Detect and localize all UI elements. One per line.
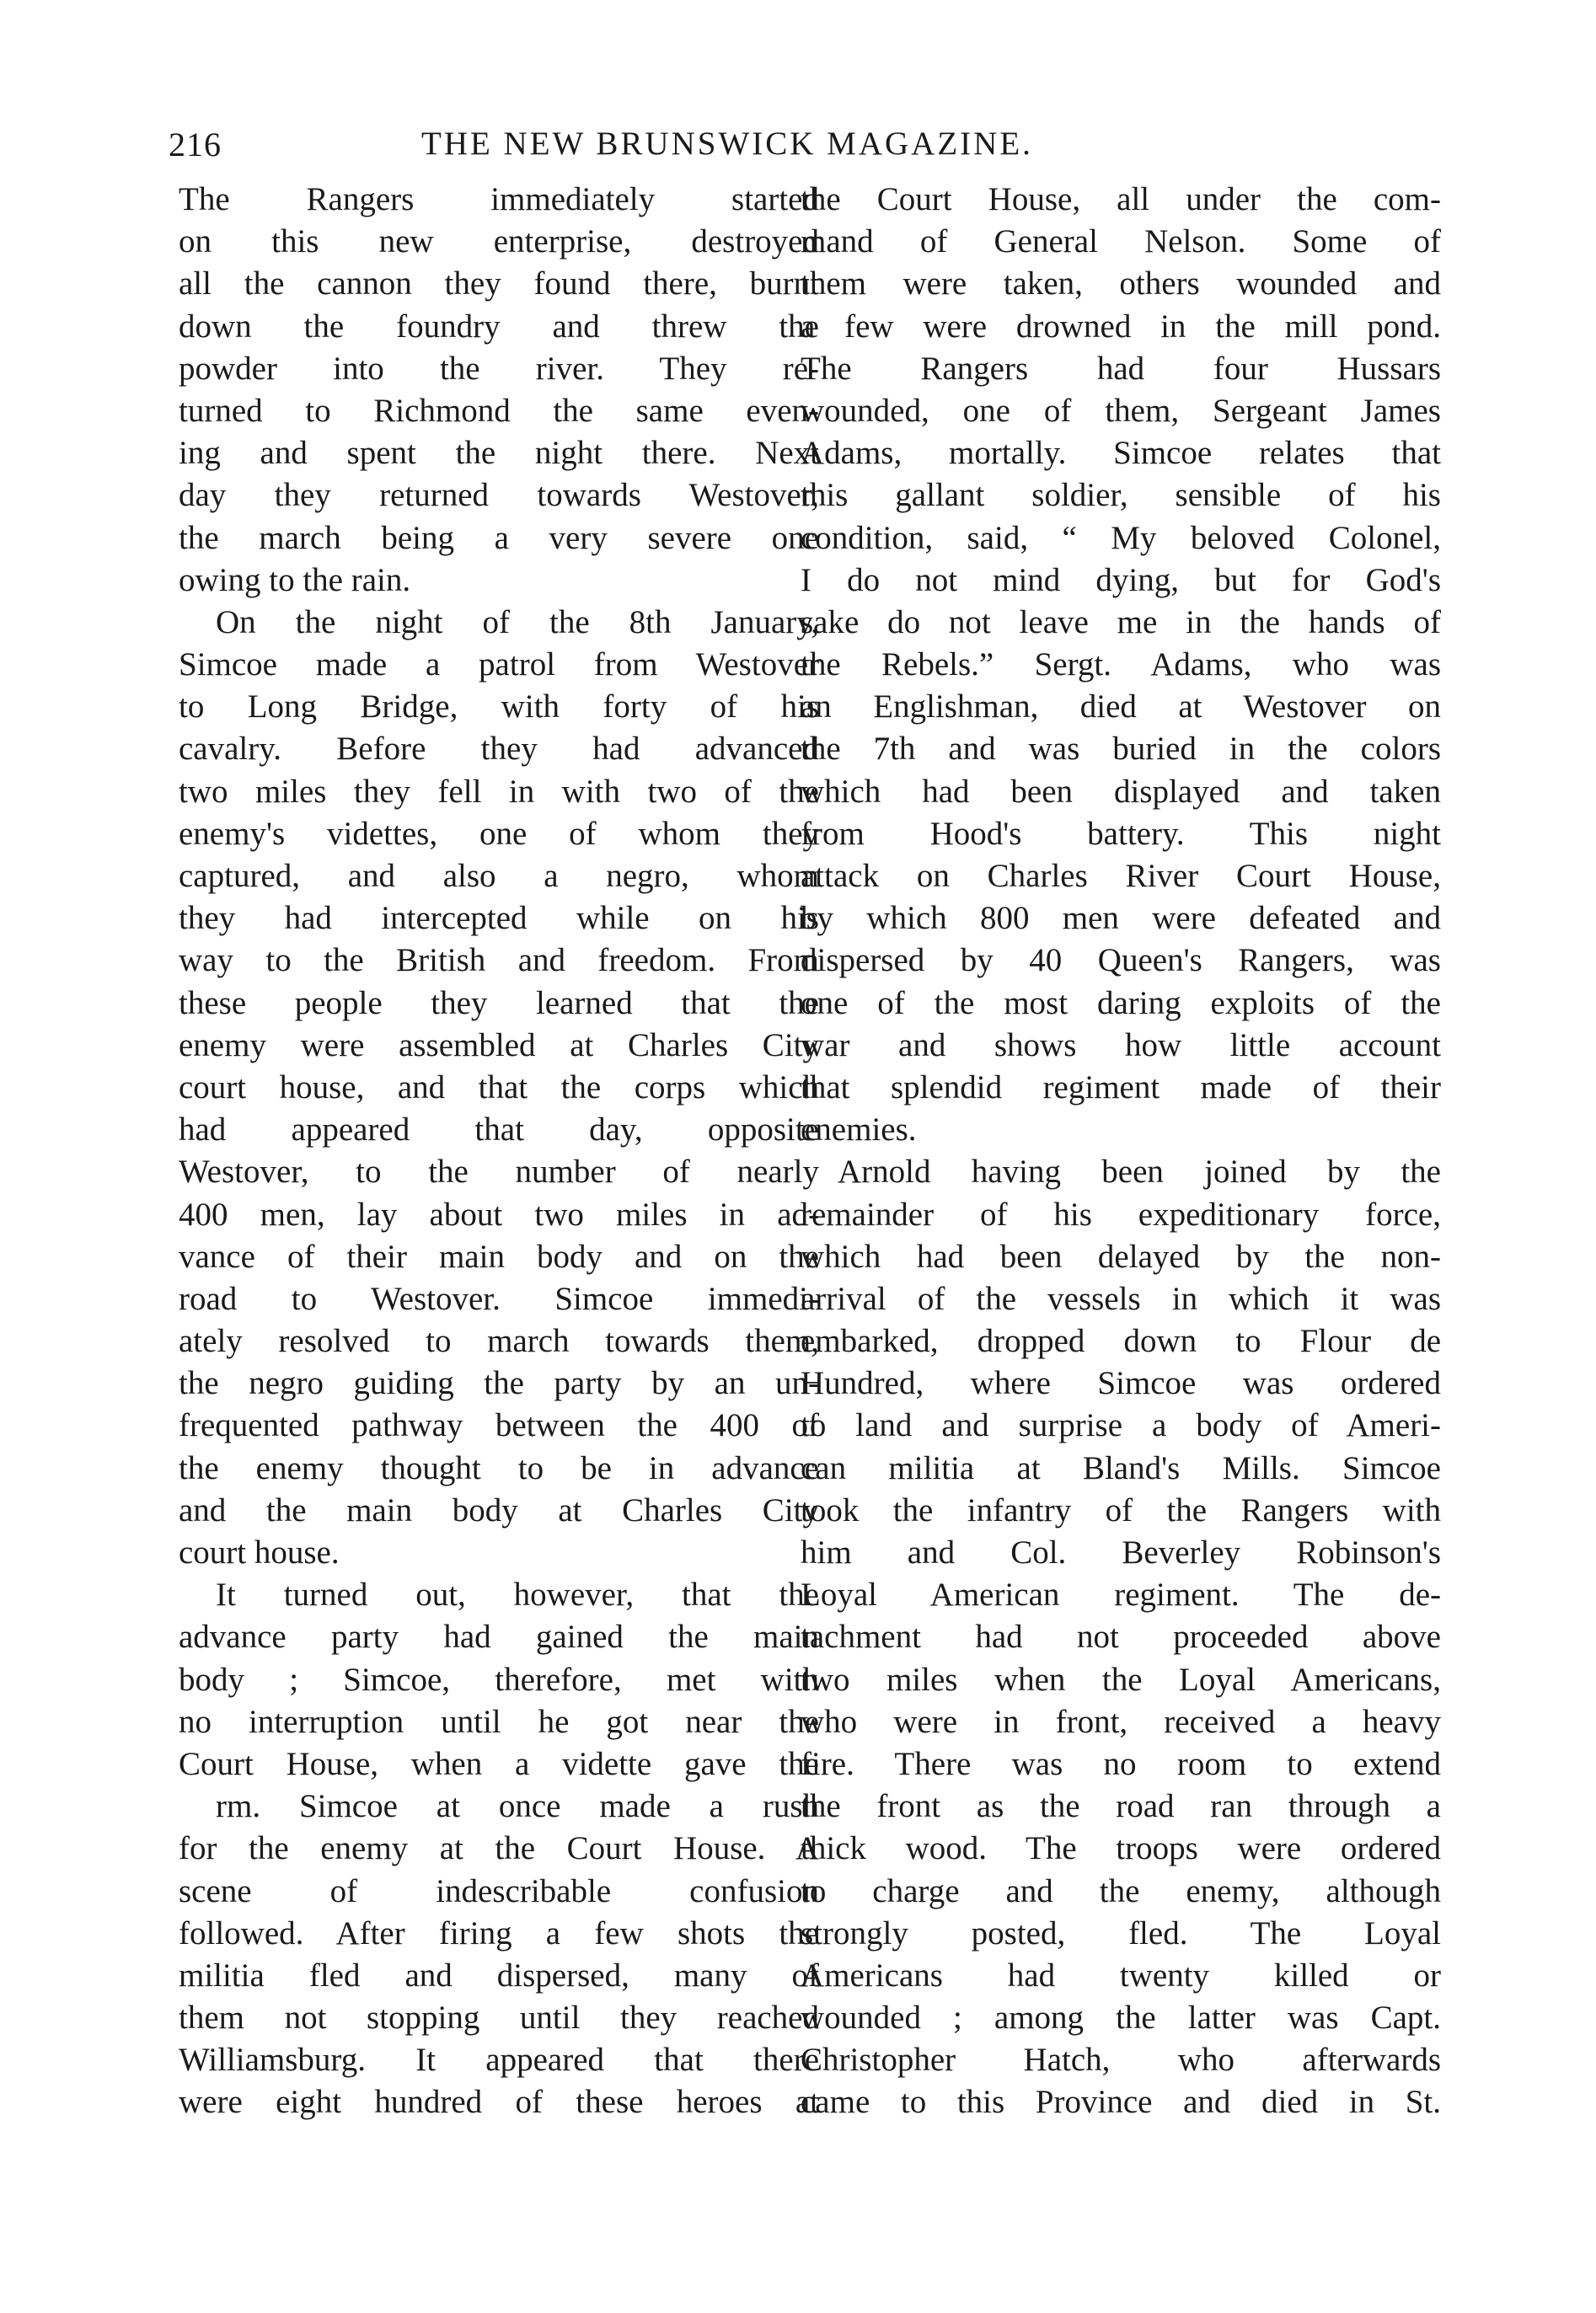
- text-line: enemies.: [801, 1111, 917, 1148]
- text-line: that splendid regiment made of their: [801, 1068, 1441, 1106]
- text-line: to charge and the enemy, although: [801, 1872, 1441, 1909]
- text-line: tachment had not proceeded above: [801, 1619, 1441, 1656]
- text-line: were eight hundred of these heroes at: [179, 2084, 819, 2121]
- text-line: the front as the road ran through a: [801, 1788, 1441, 1825]
- text-line: ately resolved to march towards them,: [179, 1323, 819, 1360]
- text-line: I do not mind dying, but for God's: [801, 561, 1441, 598]
- text-line: The Rangers immediately started: [179, 181, 819, 217]
- text-line: thick wood. The troops were ordered: [801, 1830, 1441, 1867]
- text-line: way to the British and freedom. From: [179, 942, 819, 979]
- text-line: strongly posted, fled. The Loyal: [801, 1914, 1441, 1952]
- text-line: Hundred, where Simcoe was ordered: [801, 1365, 1441, 1402]
- text-line: turned to Richmond the same even-: [179, 392, 819, 429]
- text-line: sake do not leave me in the hands of: [801, 603, 1441, 640]
- text-line: road to Westover. Simcoe immedi-: [179, 1280, 819, 1317]
- text-line: ing and spent the night there. Next: [179, 435, 819, 472]
- text-line: advance party had gained the main: [179, 1619, 819, 1656]
- text-line: captured, and also a negro, whom: [179, 858, 819, 894]
- text-line: down the foundry and threw the: [179, 308, 819, 345]
- text-line: Court House, when a vidette gave the: [179, 1745, 819, 1782]
- text-line: condition, said, “ My beloved Colonel,: [801, 519, 1441, 556]
- text-line: Americans had twenty killed or: [801, 1957, 1441, 1994]
- text-line: and the main body at Charles City: [179, 1491, 819, 1529]
- text-line: no interruption until he got near the: [179, 1703, 819, 1740]
- journal-title: THE NEW BRUNSWICK MAGAZINE.: [421, 126, 1033, 162]
- text-line: the enemy thought to be in advance: [179, 1449, 819, 1486]
- text-line: Westover, to the number of nearly: [179, 1154, 819, 1191]
- text-line: frequented pathway between the 400 of: [179, 1407, 819, 1444]
- text-line: the 7th and was buried in the colors: [801, 731, 1441, 768]
- text-line: them not stopping until they reached: [179, 2000, 819, 2037]
- text-line: these people they learned that the: [179, 984, 819, 1021]
- text-line: militia fled and dispersed, many of: [179, 1957, 819, 1994]
- text-line: for the enemy at the Court House. A: [179, 1830, 819, 1867]
- text-line: all the cannon they found there, burnt: [179, 265, 819, 303]
- text-line: a few were drowned in the mill pond.: [801, 308, 1441, 345]
- text-line: scene of indescribable confusion: [179, 1872, 819, 1909]
- text-line: came to this Province and died in St.: [801, 2084, 1441, 2121]
- text-line: court house, and that the corps which: [179, 1068, 819, 1106]
- text-line: It turned out, however, that the: [216, 1577, 819, 1614]
- text-line: the negro guiding the party by an un-: [179, 1365, 819, 1402]
- text-line: fire. There was no room to extend: [801, 1745, 1441, 1782]
- text-line: took the infantry of the Rangers with: [801, 1491, 1441, 1529]
- text-line: two miles they fell in with two of the: [179, 773, 819, 810]
- text-line: remainder of his expeditionary force,: [801, 1196, 1441, 1233]
- text-line: from Hood's battery. This night: [801, 815, 1441, 852]
- left-text-column: [179, 179, 819, 2124]
- text-line: On the night of the 8th January,: [216, 603, 819, 640]
- text-line: war and shows how little account: [801, 1026, 1441, 1063]
- text-line: they had intercepted while on his: [179, 900, 819, 937]
- text-line: them were taken, others wounded and: [801, 265, 1441, 303]
- text-line: rm. Simcoe at once made a rush: [216, 1788, 819, 1825]
- text-line: vance of their main body and on the: [179, 1238, 819, 1275]
- text-line: powder into the river. They re-: [179, 350, 819, 387]
- text-line: wounded, one of them, Sergeant James: [801, 392, 1441, 429]
- text-line: 400 men, lay about two miles in ad-: [179, 1196, 819, 1233]
- text-line: can militia at Bland's Mills. Simcoe: [801, 1449, 1441, 1486]
- text-line: The Rangers had four Hussars: [801, 350, 1441, 387]
- text-line: Adams, mortally. Simcoe relates that: [801, 435, 1441, 472]
- text-line: embarked, dropped down to Flour de: [801, 1323, 1441, 1360]
- text-line: owing to the rain.: [179, 561, 411, 598]
- text-line: to Long Bridge, with forty of his: [179, 688, 819, 725]
- text-line: to land and surprise a body of Ameri-: [801, 1407, 1441, 1444]
- text-line: which had been delayed by the non-: [801, 1238, 1441, 1275]
- text-line: an Englishman, died at Westover on: [801, 688, 1441, 725]
- text-line: who were in front, received a heavy: [801, 1703, 1441, 1740]
- text-line: him and Col. Beverley Robinson's: [801, 1534, 1441, 1571]
- text-line: this gallant soldier, sensible of his: [801, 477, 1441, 514]
- text-line: mand of General Nelson. Some of: [801, 223, 1441, 260]
- text-line: Williamsburg. It appeared that there: [179, 2042, 819, 2079]
- running-head: [169, 125, 1112, 175]
- text-line: court house.: [179, 1534, 340, 1571]
- text-line: followed. After firing a few shots the: [179, 1914, 819, 1952]
- right-text-column: [801, 179, 1441, 2124]
- text-line: the Rebels.” Sergt. Adams, who was: [801, 646, 1441, 683]
- page-number: 216: [169, 126, 222, 163]
- text-line: arrival of the vessels in which it was: [801, 1280, 1441, 1317]
- text-line: two miles when the Loyal Americans,: [801, 1661, 1441, 1698]
- text-line: Loyal American regiment. The de-: [801, 1577, 1441, 1614]
- text-line: had appeared that day, opposite: [179, 1111, 819, 1148]
- text-line: Arnold having been joined by the: [838, 1154, 1441, 1191]
- text-line: day they returned towards Westover,: [179, 477, 819, 514]
- text-line: by which 800 men were defeated and: [801, 900, 1441, 937]
- text-line: on this new enterprise, destroyed: [179, 223, 819, 260]
- text-line: enemy were assembled at Charles City: [179, 1026, 819, 1063]
- text-line: enemy's videttes, one of whom they: [179, 815, 819, 852]
- text-line: wounded ; among the latter was Capt.: [801, 2000, 1441, 2037]
- text-line: attack on Charles River Court House,: [801, 858, 1441, 894]
- text-line: which had been displayed and taken: [801, 773, 1441, 810]
- text-line: cavalry. Before they had advanced: [179, 731, 819, 768]
- text-line: Simcoe made a patrol from Westover: [179, 646, 819, 683]
- text-line: the march being a very severe one: [179, 519, 819, 556]
- text-line: Christopher Hatch, who afterwards: [801, 2042, 1441, 2079]
- text-line: one of the most daring exploits of the: [801, 984, 1441, 1021]
- text-line: the Court House, all under the com-: [801, 181, 1441, 217]
- text-line: body ; Simcoe, therefore, met with: [179, 1661, 819, 1698]
- text-line: dispersed by 40 Queen's Rangers, was: [801, 942, 1441, 979]
